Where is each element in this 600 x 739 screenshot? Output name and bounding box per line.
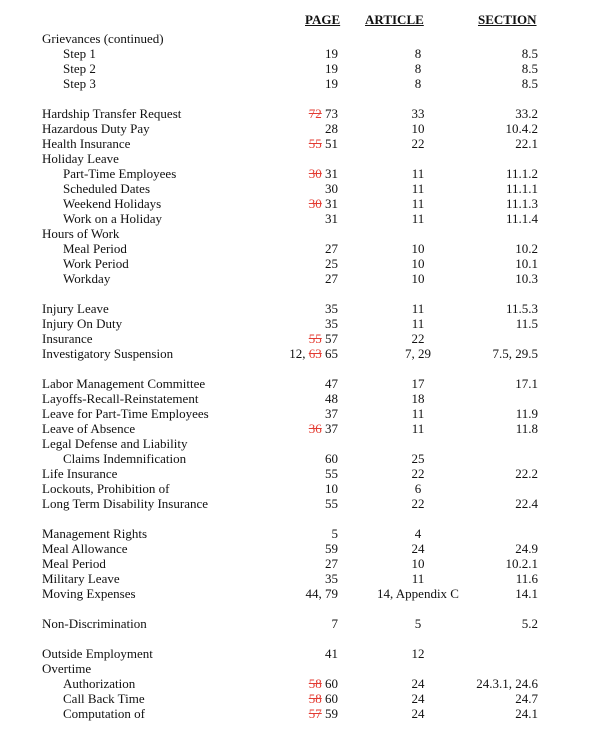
article-cell: 24 [411,676,425,691]
spacer-row [0,511,600,526]
page-cell [160,256,338,271]
deleted-page-number: 72 [308,106,322,121]
page-number: 35 [325,301,338,316]
section-cell: 24.1 [515,706,538,721]
row-label: Hardship Transfer Request [42,106,182,121]
toc-row [0,166,600,181]
page-number: 27 [325,241,338,256]
section-cell: 11.5 [515,316,538,331]
column-header-section: SECTION [478,12,537,27]
article-cell: 22 [411,466,425,481]
toc-row [0,226,600,241]
page-number: 55 [325,466,338,481]
page-number: 60 [321,691,338,706]
page-number: 25 [325,256,338,271]
page-cell [160,541,338,556]
page-number: 73 [321,106,338,121]
page-cell [160,496,338,511]
toc-row [0,316,600,331]
page-cell [160,196,338,211]
toc-row [0,61,600,76]
article-cell: 11 [411,211,425,226]
page-number: 57 [321,331,338,346]
row-label: Weekend Holidays [63,196,162,211]
section-cell: 8.5 [521,61,538,76]
row-label: Step 1 [63,46,96,61]
row-label: Holiday Leave [42,151,119,166]
page-number: 59 [321,706,338,721]
article-cell: 12 [411,646,425,661]
toc-row [0,256,600,271]
page-number: 59 [325,541,338,556]
page-cell [160,706,338,721]
row-label: Meal Allowance [42,541,128,556]
page-cell [160,421,338,436]
toc-row [0,76,600,91]
page-cell [160,586,338,601]
toc-row [0,331,600,346]
row-label: Outside Employment [42,646,153,661]
article-cell: 11 [411,181,425,196]
article-cell: 7, 29 [405,346,431,361]
page-number: 5 [331,526,338,541]
page-cell [160,646,338,661]
article-cell: 8 [414,61,422,76]
page-cell [160,316,338,331]
page-number: 12, [289,346,309,361]
page-number: 31 [321,196,338,211]
section-cell: 11.6 [515,571,538,586]
row-label: Leave of Absence [42,421,136,436]
section-cell: 8.5 [521,76,538,91]
page-number: 31 [321,166,338,181]
article-cell: 14, Appendix C [377,586,459,601]
deleted-page-number: 58 [308,676,322,691]
page-cell [160,181,338,196]
row-label: Layoffs-Recall-Reinstatement [42,391,199,406]
article-cell: 11 [411,166,425,181]
section-cell: 11.1.2 [505,166,538,181]
page-cell [160,691,338,706]
page-cell [160,571,338,586]
page-cell [160,616,338,631]
toc-row [0,571,600,586]
toc-row [0,436,600,451]
toc-row [0,706,600,721]
toc-row [0,211,600,226]
section-cell: 11.5.3 [505,301,538,316]
toc-row [0,376,600,391]
section-cell: 22.1 [515,136,538,151]
page-cell [160,391,338,406]
section-cell: 24.7 [515,691,538,706]
section-cell: 8.5 [521,46,538,61]
row-label: Workday [63,271,111,286]
section-cell: 11.1.4 [505,211,538,226]
row-label: Life Insurance [42,466,118,481]
page-number: 48 [325,391,338,406]
toc-row [0,406,600,421]
toc-row [0,466,600,481]
page-cell [160,451,338,466]
row-label: Meal Period [63,241,127,256]
toc-row [0,241,600,256]
column-header-article: ARTICLE [365,12,424,27]
section-cell: 10.3 [515,271,538,286]
deleted-page-number: 30 [308,166,322,181]
toc-row [0,196,600,211]
article-cell: 22 [411,496,425,511]
row-label: Step 3 [63,76,96,91]
section-cell: 11.9 [515,406,538,421]
page-number: 37 [325,406,338,421]
row-label: Computation of [63,706,145,721]
page-cell [160,466,338,481]
article-cell: 5 [414,616,422,631]
page-number: 19 [325,46,338,61]
row-label: Overtime [42,661,92,676]
toc-row [0,46,600,61]
row-label: Labor Management Committee [42,376,206,391]
deleted-page-number: 30 [308,196,322,211]
row-label: Non-Discrimination [42,616,147,631]
toc-row [0,301,600,316]
page-number: 19 [325,61,338,76]
toc-row [0,646,600,661]
spacer-row [0,361,600,376]
article-cell: 24 [411,706,425,721]
toc-row [0,661,600,676]
page-number: 44, 79 [305,586,338,601]
toc-row [0,346,600,361]
page-number: 28 [325,121,338,136]
article-cell: 11 [411,571,425,586]
section-cell: 11.8 [515,421,538,436]
section-cell: 17.1 [515,376,538,391]
page-cell [160,241,338,256]
row-label: Call Back Time [63,691,145,706]
row-label: Investigatory Suspension [42,346,174,361]
row-label: Lockouts, Prohibition of [42,481,170,496]
deleted-page-number: 55 [308,331,322,346]
page-number: 60 [321,676,338,691]
row-label: Management Rights [42,526,148,541]
page-number: 10 [325,481,338,496]
page-cell [160,136,338,151]
toc-row [0,31,600,46]
section-cell: 24.9 [515,541,538,556]
table-header [0,12,600,27]
row-label: Scheduled Dates [63,181,151,196]
row-label: Hazardous Duty Pay [42,121,150,136]
page-number: 37 [321,421,338,436]
article-cell: 24 [411,691,425,706]
page-cell [160,481,338,496]
toc-row [0,421,600,436]
row-label: Long Term Disability Insurance [42,496,209,511]
page-number: 27 [325,556,338,571]
article-cell: 33 [411,106,425,121]
article-cell: 17 [411,376,425,391]
spacer-row [0,286,600,301]
deleted-page-number: 36 [308,421,322,436]
toc-row [0,496,600,511]
page-cell [160,556,338,571]
row-label: Military Leave [42,571,120,586]
page-cell [160,406,338,421]
toc-row [0,136,600,151]
page-cell [160,526,338,541]
page-cell [160,166,338,181]
toc-row [0,121,600,136]
section-cell: 7.5, 29.5 [492,346,538,361]
section-cell: 10.4.2 [505,121,538,136]
section-cell: 33.2 [515,106,538,121]
page-number: 55 [325,496,338,511]
section-cell: 5.2 [521,616,538,631]
page-cell [160,331,338,346]
article-cell: 10 [411,271,425,286]
toc-row [0,526,600,541]
page-number: 65 [321,346,338,361]
article-cell: 10 [411,556,425,571]
page-number: 60 [325,451,338,466]
toc-row [0,451,600,466]
row-label: Part-Time Employees [63,166,177,181]
column-header-page: PAGE [305,12,341,27]
page-number: 19 [325,76,338,91]
row-label: Work on a Holiday [63,211,162,226]
deleted-page-number: 57 [308,706,322,721]
toc-row [0,106,600,121]
spacer-row [0,91,600,106]
page-cell [160,271,338,286]
page-number: 27 [325,271,338,286]
spacer-row [0,601,600,616]
article-cell: 11 [411,406,425,421]
article-cell: 8 [414,76,422,91]
page-cell [160,211,338,226]
article-cell: 10 [411,121,425,136]
article-cell: 4 [414,526,422,541]
row-label: Claims Indemnification [63,451,187,466]
toc-row [0,691,600,706]
page-cell [160,676,338,691]
page-number: 35 [325,571,338,586]
article-cell: 10 [411,256,425,271]
page-number: 47 [325,376,338,391]
page-number: 41 [325,646,338,661]
article-cell: 18 [411,391,425,406]
article-cell: 10 [411,241,425,256]
row-label: Hours of Work [42,226,120,241]
toc-rows [0,31,600,721]
section-cell: 14.1 [515,586,538,601]
row-label: Work Period [63,256,129,271]
row-label: Injury On Duty [42,316,123,331]
article-cell: 24 [411,541,425,556]
article-cell: 22 [411,331,425,346]
page-cell [160,76,338,91]
deleted-page-number: 55 [308,136,322,151]
row-label: Step 2 [63,61,96,76]
page-cell [160,46,338,61]
toc-row [0,616,600,631]
section-cell: 10.2 [515,241,538,256]
toc-row [0,586,600,601]
page-cell [160,121,338,136]
page-number: 7 [331,616,338,631]
row-label: Grievances (continued) [42,31,164,46]
page-number: 35 [325,316,338,331]
section-cell: 11.1.3 [505,196,538,211]
page-cell [160,346,338,361]
section-cell: 22.2 [515,466,538,481]
page-number: 30 [325,181,338,196]
section-cell: 10.2.1 [505,556,538,571]
section-cell: 24.3.1, 24.6 [476,676,538,691]
article-cell: 11 [411,196,425,211]
deleted-page-number: 58 [308,691,322,706]
toc-row [0,151,600,166]
page-cell [160,376,338,391]
row-label: Leave for Part-Time Employees [42,406,209,421]
spacer-row [0,631,600,646]
toc-row [0,481,600,496]
toc-row [0,271,600,286]
section-cell: 22.4 [515,496,538,511]
row-label: Meal Period [42,556,106,571]
article-cell: 25 [411,451,425,466]
row-label: Legal Defense and Liability [42,436,188,451]
article-cell: 22 [411,136,425,151]
row-label: Injury Leave [42,301,109,316]
row-label: Insurance [42,331,93,346]
page-number: 51 [321,136,338,151]
article-cell: 11 [411,301,425,316]
row-label: Moving Expenses [42,586,136,601]
section-cell: 11.1.1 [505,181,538,196]
toc-row [0,541,600,556]
article-cell: 8 [414,46,422,61]
article-cell: 6 [414,481,422,496]
toc-row [0,676,600,691]
page-cell [160,106,338,121]
toc-row [0,556,600,571]
toc-row [0,181,600,196]
row-label: Health Insurance [42,136,131,151]
page-number: 31 [325,211,338,226]
page-cell [160,61,338,76]
page-cell [160,301,338,316]
toc-row [0,391,600,406]
row-label: Authorization [63,676,136,691]
article-cell: 11 [411,421,425,436]
section-cell: 10.1 [515,256,538,271]
deleted-page-number: 63 [308,346,322,361]
article-cell: 11 [411,316,425,331]
